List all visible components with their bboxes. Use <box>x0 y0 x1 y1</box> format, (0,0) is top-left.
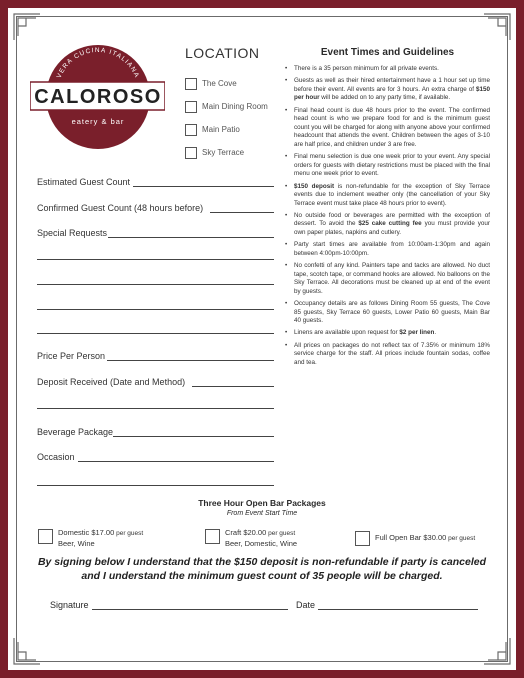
package-full-open-bar[interactable]: Full Open Bar $30.00 per guest <box>355 530 475 546</box>
location-title: LOCATION <box>185 45 260 61</box>
package-domestic[interactable]: Domestic $17.00 per guest Beer, Wine <box>38 528 143 549</box>
special-requests-field[interactable] <box>108 237 274 238</box>
occasion-line[interactable] <box>37 485 274 486</box>
caloroso-logo <box>30 40 165 155</box>
guideline-item: • Final menu selection is due one week prior to your event. Any special orders for guests with dietary restrictions must be placed with the final menu one week prior to event. <box>285 153 490 179</box>
guideline-item: • No confetti of any kind. Painters tape and tacks are allowed. No duct tape, scotch tape, or command hooks are allowed. No balloons on the Sky Terrace. All decorations must be cleaned up at end of the event by guests. <box>285 262 490 296</box>
guideline-item: • All prices on packages do not reflect tax of 7.35% or minimum 18% service charge for the staff. All prices include fountain sodas, coffee and tea. <box>285 342 490 368</box>
estimated-guest-field[interactable] <box>133 186 274 187</box>
special-requests-line[interactable] <box>37 333 274 334</box>
location-list <box>185 72 268 164</box>
date-field[interactable] <box>318 609 478 610</box>
occasion-field[interactable] <box>78 461 274 462</box>
special-requests-line[interactable] <box>37 284 274 285</box>
guidelines-section <box>285 47 490 371</box>
corner-ornament <box>482 12 512 42</box>
deposit-label: Deposit Received (Date and Method) <box>37 377 186 387</box>
price-per-person-label: Price Per Person <box>37 351 106 361</box>
signature-field[interactable] <box>92 609 288 610</box>
beverage-package-label: Beverage Package <box>37 427 114 437</box>
deposit-field[interactable] <box>192 386 274 387</box>
confirmed-guest-label: Confirmed Guest Count (48 hours before) <box>37 203 204 213</box>
special-requests-line[interactable] <box>37 259 274 260</box>
logo-top-text: VERA CUCINA ITALIANA <box>55 46 141 80</box>
checkbox[interactable] <box>185 101 197 113</box>
corner-ornament <box>12 636 42 666</box>
location-option[interactable]: The Cove <box>185 72 268 95</box>
guideline-item: • There is a 35 person minimum for all private events. <box>285 65 490 74</box>
checkbox[interactable] <box>185 78 197 90</box>
guideline-item: • $150 deposit is non-refundable for the exception of Sky Terrace events due to inclement weather only (the cancellation of your Sky Terrace event must take place 48 hours prior to event). <box>285 183 490 209</box>
guidelines-list <box>285 65 490 367</box>
location-option[interactable]: Sky Terrace <box>185 141 268 164</box>
location-option[interactable]: Main Dining Room <box>185 95 268 118</box>
guideline-item: • Linens are available upon request for $2 per linen. <box>285 329 490 338</box>
signature-label: Signature <box>50 600 89 610</box>
guideline-item: • Guests as well as their hired entertainment have a 1 hour set up time before their event. All events are for 3 hours. An extra charge of $150 per hour will be added on to any party time, if available. <box>285 77 490 103</box>
bar-packages-subtitle: From Event Start Time <box>226 510 298 517</box>
checkbox[interactable] <box>205 529 220 544</box>
beverage-package-field[interactable] <box>113 436 274 437</box>
price-per-person-field[interactable] <box>107 360 274 361</box>
estimated-guest-label: Estimated Guest Count <box>37 177 131 187</box>
special-requests-line[interactable] <box>37 309 274 310</box>
corner-ornament <box>12 12 42 42</box>
location-option[interactable]: Main Patio <box>185 118 268 141</box>
date-label: Date <box>296 600 316 610</box>
guideline-item: • Occupancy details are as follows Dining Room 55 guests, The Cove 85 guests, Sky Terrace 60 guests, Lower Patio 60 guests, Main Bar 40 guests. <box>285 300 490 326</box>
confirmed-guest-field[interactable] <box>210 212 274 213</box>
occasion-label: Occasion <box>37 452 75 462</box>
bar-packages-title: Three Hour Open Bar Packages <box>198 498 326 508</box>
checkbox[interactable] <box>355 531 370 546</box>
disclaimer-text: By signing below I understand that the $150 deposit is non-refundable if party is canceled and I understand the minimum guest count of 35 people will be charged. <box>37 556 487 582</box>
checkbox[interactable] <box>185 124 197 136</box>
logo-tagline: eatery & bar <box>71 117 125 126</box>
guideline-item: • Party start times are available from 10:00am-1:30pm and again between 4:00pm-10:00pm. <box>285 241 490 258</box>
guideline-item: • No outside food or beverages are permitted with the exception of dessert. To avoid the $25 cake cutting fee you must provide your own paper plates, napkins and cutlery. <box>285 212 490 238</box>
checkbox[interactable] <box>38 529 53 544</box>
guidelines-title: Event Times and Guidelines <box>320 47 455 58</box>
checkbox[interactable] <box>185 147 197 159</box>
corner-ornament <box>482 636 512 666</box>
logo-name: CALOROSO <box>34 86 162 108</box>
deposit-line[interactable] <box>37 408 274 409</box>
guideline-item: • Final head count is due 48 hours prior to the event. The confirmed head count is who we prepare food for and is the minimum guest count you will be charged for along with anyone above your confirmed headcount that attends the event. Children between the ages of 3-10 are half price, and children under 3 are free. <box>285 107 490 150</box>
package-craft[interactable]: Craft $20.00 per guest Beer, Domestic, Wine <box>205 528 297 549</box>
special-requests-label: Special Requests <box>37 228 108 238</box>
